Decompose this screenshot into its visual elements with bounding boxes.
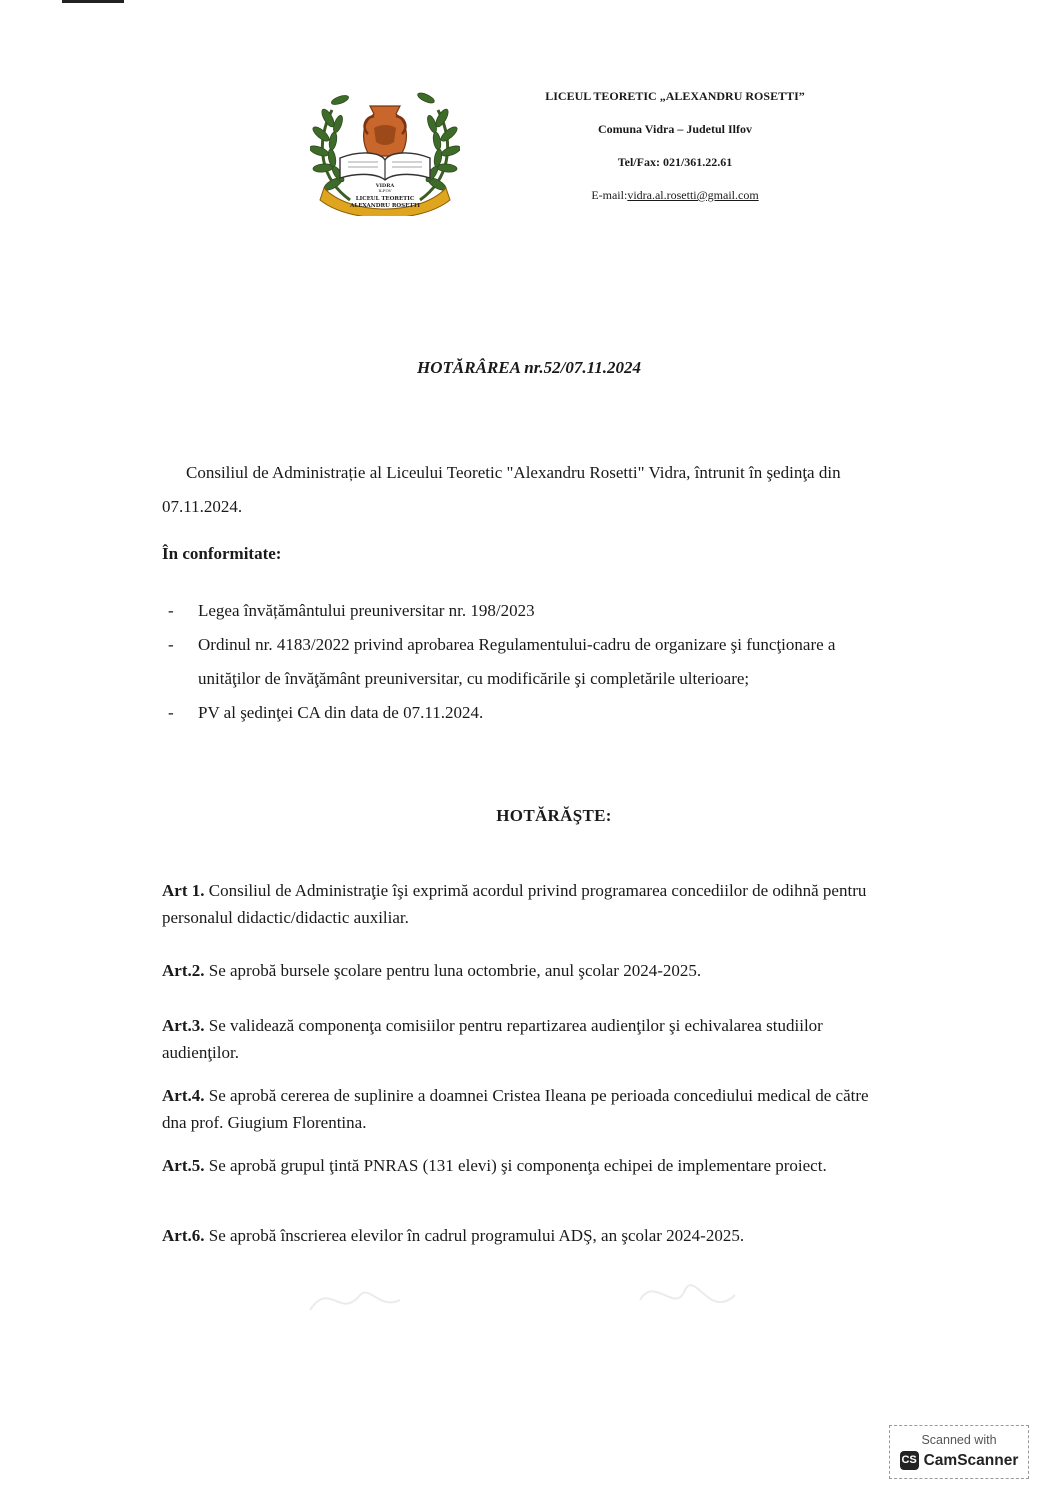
list-item-text: Ordinul nr. 4183/2022 privind aprobarea Regulamentului-cadru de organizare şi funcţionare a unităţilor de învăţământ preuniversitar, cu modificările şi completările ulterioare; [198, 635, 836, 688]
camscanner-icon: CS [900, 1451, 919, 1470]
article-2 [162, 957, 878, 984]
list-item: - Legea învățământului preuniversitar nr. 198/2023 [168, 601, 535, 620]
laurel-wreath-amphora-book-icon [310, 88, 460, 216]
intro-paragraph: Consiliul de Administrație al Liceului Teoretic "Alexandru Rosetti" Vidra, întrunit în şedinţa din 07.11.2024. [162, 463, 841, 516]
article-4 [162, 1082, 878, 1136]
logo-ribbon-line2: ALEXANDRU ROSETTI [350, 203, 420, 209]
camscanner-brand: CamScanner [923, 1451, 1019, 1469]
article-5 [162, 1152, 878, 1179]
article-text: Se aprobă grupul ţintă PNRAS (131 elevi) şi componenţa echipei de implementare proiect. [204, 1156, 827, 1175]
email-link[interactable]: vidra.al.rosetti@gmail.com [627, 188, 759, 202]
tel-fax-line: Tel/Fax: 021/361.22.61 [617, 155, 733, 169]
scanned-with-text: Scanned with [921, 1433, 997, 1447]
list-item-text: PV al şedinţei CA din data de 07.11.2024. [198, 703, 484, 722]
signature-bleed-right [630, 1270, 750, 1340]
commune-line: Comuna Vidra – Judetul Ilfov [597, 122, 753, 136]
article-6 [162, 1222, 878, 1249]
logo-top-word: VIDRA [375, 183, 395, 189]
conformity-list [162, 594, 902, 730]
school-header [480, 88, 870, 220]
camscanner-badge [889, 1425, 1029, 1479]
list-item: - PV al şedinţei CA din data de 07.11.2024. [168, 703, 484, 722]
article-label: Art.6. [162, 1226, 205, 1245]
email-line [480, 187, 870, 220]
brand-row [890, 1451, 1028, 1470]
article-text: Consiliul de Administraţie îşi exprimă acordul privind programarea concediilor de odihnă pentru personalul didactic/didactic auxiliar. [162, 881, 867, 927]
article-text: Se aprobă înscrierea elevilor în cadrul programului ADŞ, an şcolar 2024-2025. [204, 1226, 745, 1245]
article-label: Art.5. [162, 1156, 205, 1175]
list-item: - Ordinul nr. 4183/2022 privind aprobarea Regulamentului-cadru de organizare şi funcţionare a unităţilor de învăţământ preuniversitar, cu modificările şi completările ulterioare; [168, 635, 836, 688]
logo-year-text: ILFOV [378, 188, 392, 193]
article-1 [162, 877, 878, 931]
conformity-heading: În conformitate: [162, 544, 282, 563]
article-label: Art.3. [162, 1016, 205, 1035]
decision-heading: HOTĂRĂŞTE: [496, 806, 612, 825]
logo-ribbon-line1: LICEUL TEORETIC [355, 196, 415, 202]
list-item-text: Legea învățământului preuniversitar nr. 198/2023 [198, 601, 535, 620]
school-logo [310, 88, 460, 216]
article-text: Se validează componenţa comisiilor pentru repartizarea audienţilor şi echivalarea studiilor audienţilor. [162, 1016, 823, 1062]
scan-edge-mark [62, 0, 124, 3]
email-label: E-mail: [591, 188, 628, 202]
school-name: LICEUL TEORETIC „ALEXANDRU ROSETTI” [545, 89, 805, 103]
article-label: Art.4. [162, 1086, 205, 1105]
article-text: Se aprobă bursele şcolare pentru luna octombrie, anul şcolar 2024-2025. [204, 961, 702, 980]
decision-title: HOTĂRÂREA nr.52/07.11.2024 [417, 358, 641, 377]
article-label: Art.2. [162, 961, 205, 980]
signature-bleed-left [300, 1270, 420, 1330]
article-3 [162, 1012, 878, 1066]
article-label: Art 1. [162, 881, 205, 900]
article-text: Se aprobă cererea de suplinire a doamnei Cristea Ileana pe perioada concediului medical de către dna prof. Giugium Florentina. [162, 1086, 869, 1132]
